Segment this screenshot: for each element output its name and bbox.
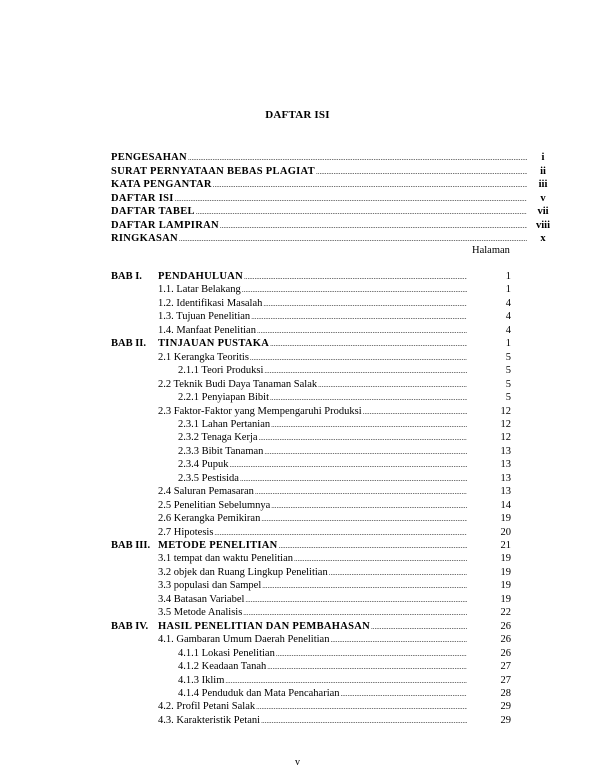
front-matter-row — [111, 165, 528, 178]
subsection-row — [178, 364, 468, 377]
chapter-row — [158, 620, 468, 633]
front-matter-label: PENGESAHAN — [111, 152, 187, 163]
front-matter-row — [111, 232, 528, 245]
front-matter-row — [111, 205, 528, 218]
halaman-label: Halaman — [472, 245, 510, 256]
entry-label: 3.2 objek dan Ruang Lingkup Penelitian — [158, 566, 328, 578]
section-row — [158, 579, 468, 592]
section-row — [158, 351, 468, 364]
section-row — [158, 283, 468, 296]
entry-page: 4 — [505, 311, 511, 323]
entry-page: 20 — [500, 526, 511, 538]
dot-leader — [279, 540, 467, 553]
dot-leader — [220, 220, 527, 233]
front-matter-row — [111, 192, 528, 205]
entry-label: 4.1.1 Lokasi Penelitian — [178, 647, 275, 659]
front-matter-label: RINGKASAN — [111, 233, 178, 244]
section-row — [158, 378, 468, 391]
section-row — [158, 606, 468, 619]
entry-label: 1.3. Tujuan Penelitian — [158, 311, 251, 323]
section-row — [158, 633, 468, 646]
entry-page: 1 — [505, 284, 511, 296]
entry-page: 13 — [500, 472, 511, 484]
dot-leader — [214, 527, 467, 540]
front-matter-row — [111, 151, 528, 164]
entry-page: 5 — [505, 378, 511, 390]
dot-leader — [256, 701, 467, 714]
entry-page: 26 — [500, 647, 511, 659]
entry-label: 3.1 tempat dan waktu Penelitian — [158, 553, 294, 565]
entry-page: 19 — [500, 553, 511, 565]
entry-label: 1.2. Identifikasi Masalah — [158, 297, 263, 309]
dot-leader — [225, 675, 467, 688]
front-matter-label: SURAT PERNYATAAN BEBAS PLAGIAT — [111, 165, 315, 177]
section-row — [158, 310, 468, 323]
dot-leader — [242, 284, 467, 297]
dot-leader — [263, 298, 467, 311]
subsection-row — [178, 458, 468, 471]
page-title: DAFTAR ISI — [265, 109, 330, 121]
dot-leader — [270, 338, 467, 351]
entry-label: 3.3 populasi dan Sampel — [158, 580, 262, 592]
entry-label: 2.3.3 Bibit Tanaman — [178, 445, 264, 457]
dot-leader — [341, 688, 467, 701]
entry-page: 4 — [505, 324, 511, 336]
entry-label: 2.1 Kerangka Teoritis — [158, 351, 249, 363]
dot-leader — [250, 352, 467, 365]
dot-leader — [240, 473, 467, 486]
entry-page: 14 — [500, 499, 511, 511]
entry-label: 3.4 Batasan Variabel — [158, 593, 245, 605]
section-row — [158, 485, 468, 498]
section-row — [158, 714, 468, 727]
entry-page: 13 — [500, 459, 511, 471]
section-row — [158, 499, 468, 512]
entry-page: 19 — [500, 580, 511, 592]
entry-label: 3.5 Metode Analisis — [158, 607, 243, 619]
dot-leader — [261, 513, 467, 526]
front-matter-page: vii — [537, 206, 549, 217]
section-row — [158, 297, 468, 310]
subsection-row — [178, 660, 468, 673]
dot-leader — [255, 486, 467, 499]
entry-label: 2.3 Faktor-Faktor yang Mempengaruhi Produksi — [158, 405, 362, 417]
dot-leader — [264, 446, 467, 459]
dot-leader — [257, 325, 467, 338]
section-row — [158, 324, 468, 337]
entry-page: 19 — [500, 566, 511, 578]
dot-leader — [262, 580, 467, 593]
dot-leader — [294, 553, 467, 566]
entry-label: 2.2.1 Penyiapan Bibit — [178, 392, 269, 404]
dot-leader — [188, 152, 527, 165]
dot-leader — [244, 271, 467, 284]
entry-page: 1 — [505, 338, 511, 350]
chapter-row — [158, 337, 468, 350]
dot-leader — [175, 193, 527, 206]
entry-page: 12 — [500, 418, 511, 430]
section-row — [158, 512, 468, 525]
dot-leader — [245, 594, 467, 607]
dot-leader — [196, 206, 527, 219]
entry-page: 1 — [505, 271, 511, 282]
entry-label: 2.6 Kerangka Pemikiran — [158, 513, 261, 525]
page-number-footer: v — [295, 757, 300, 768]
front-matter-label: DAFTAR LAMPIRAN — [111, 219, 219, 231]
subsection-row — [178, 445, 468, 458]
entry-page: 12 — [500, 405, 511, 417]
entry-page: 12 — [500, 432, 511, 444]
subsection-row — [178, 418, 468, 431]
dot-leader — [276, 648, 467, 661]
bab-number: BAB II. — [111, 338, 147, 350]
subsection-row — [178, 391, 468, 404]
dot-leader — [264, 365, 467, 378]
section-row — [158, 566, 468, 579]
entry-page: 19 — [500, 513, 511, 525]
dot-leader — [330, 634, 467, 647]
entry-page: 27 — [500, 661, 511, 673]
section-row — [158, 552, 468, 565]
bab-number: BAB III. — [111, 540, 151, 551]
dot-leader — [259, 432, 467, 445]
section-row — [158, 405, 468, 418]
entry-page: 29 — [500, 714, 511, 726]
entry-label: 4.1.3 Iklim — [178, 674, 225, 686]
dot-leader — [329, 567, 467, 580]
entry-page: 5 — [505, 365, 511, 377]
entry-label: 2.4 Saluran Pemasaran — [158, 486, 254, 498]
dot-leader — [251, 311, 467, 324]
entry-page: 29 — [500, 701, 511, 713]
entry-page: 21 — [500, 540, 511, 551]
section-row — [158, 700, 468, 713]
entry-label: 4.1. Gambaran Umum Daerah Penelitian — [158, 634, 330, 646]
entry-page: 5 — [505, 351, 511, 363]
front-matter-page: ii — [540, 165, 546, 177]
subsection-row — [178, 431, 468, 444]
subsection-row — [178, 674, 468, 687]
entry-page: 26 — [500, 634, 511, 646]
front-matter-row — [111, 219, 528, 232]
chapter-row — [158, 539, 468, 552]
front-matter-page: x — [540, 233, 546, 244]
front-matter-label: DAFTAR TABEL — [111, 206, 195, 217]
entry-label: 2.2 Teknik Budi Daya Tanaman Salak — [158, 378, 318, 390]
entry-label: PENDAHULUAN — [158, 271, 243, 282]
entry-label: 2.7 Hipotesis — [158, 526, 214, 538]
dot-leader — [243, 607, 467, 620]
dot-leader — [271, 419, 467, 432]
entry-page: 13 — [500, 486, 511, 498]
entry-label: 1.1. Latar Belakang — [158, 284, 241, 296]
entry-label: 2.3.2 Tenaga Kerja — [178, 432, 258, 444]
entry-label: METODE PENELITIAN — [158, 540, 278, 551]
entry-label: 2.3.4 Pupuk — [178, 459, 229, 471]
entry-page: 5 — [505, 392, 511, 404]
entry-label: 4.1.4 Penduduk dan Mata Pencaharian — [178, 687, 340, 699]
entry-label: 2.5 Penelitian Sebelumnya — [158, 499, 271, 511]
dot-leader — [318, 379, 467, 392]
dot-leader — [371, 621, 467, 634]
entry-label: 2.1.1 Teori Produksi — [178, 365, 264, 377]
dot-leader — [316, 166, 527, 179]
entry-label: 4.2. Profil Petani Salak — [158, 701, 256, 713]
entry-page: 4 — [505, 297, 511, 309]
front-matter-page: iii — [538, 179, 548, 190]
entry-label: 1.4. Manfaat Penelitian — [158, 324, 256, 336]
entry-page: 22 — [500, 607, 511, 619]
entry-label: 4.1.2 Keadaan Tanah — [178, 661, 267, 673]
dot-leader — [213, 179, 527, 192]
front-matter-label: DAFTAR ISI — [111, 192, 174, 204]
dot-leader — [267, 661, 467, 674]
entry-label: 2.3.5 Pestisida — [178, 472, 239, 484]
front-matter-label: KATA PENGANTAR — [111, 179, 212, 190]
section-row — [158, 593, 468, 606]
subsection-row — [178, 687, 468, 700]
dot-leader — [270, 392, 467, 405]
front-matter-page: i — [541, 152, 545, 163]
section-row — [158, 526, 468, 539]
dot-leader — [229, 459, 467, 472]
subsection-row — [178, 472, 468, 485]
chapter-row — [158, 270, 468, 283]
entry-label: HASIL PENELITIAN DAN PEMBAHASAN — [158, 620, 371, 632]
front-matter-row — [111, 178, 528, 191]
subsection-row — [178, 647, 468, 660]
entry-page: 19 — [500, 593, 511, 605]
dot-leader — [261, 715, 467, 728]
bab-number: BAB IV. — [111, 620, 149, 632]
bab-number: BAB I. — [111, 271, 142, 282]
entry-label: 4.3. Karakteristik Petani — [158, 714, 261, 726]
front-matter-page: v — [540, 192, 546, 204]
front-matter-page: viii — [535, 219, 550, 231]
entry-label: 2.3.1 Lahan Pertanian — [178, 418, 271, 430]
entry-page: 26 — [500, 620, 511, 632]
dot-leader — [271, 500, 467, 513]
entry-page: 13 — [500, 445, 511, 457]
entry-page: 27 — [500, 674, 511, 686]
entry-label: TINJAUAN PUSTAKA — [158, 338, 270, 350]
entry-page: 28 — [500, 687, 511, 699]
dot-leader — [363, 406, 467, 419]
